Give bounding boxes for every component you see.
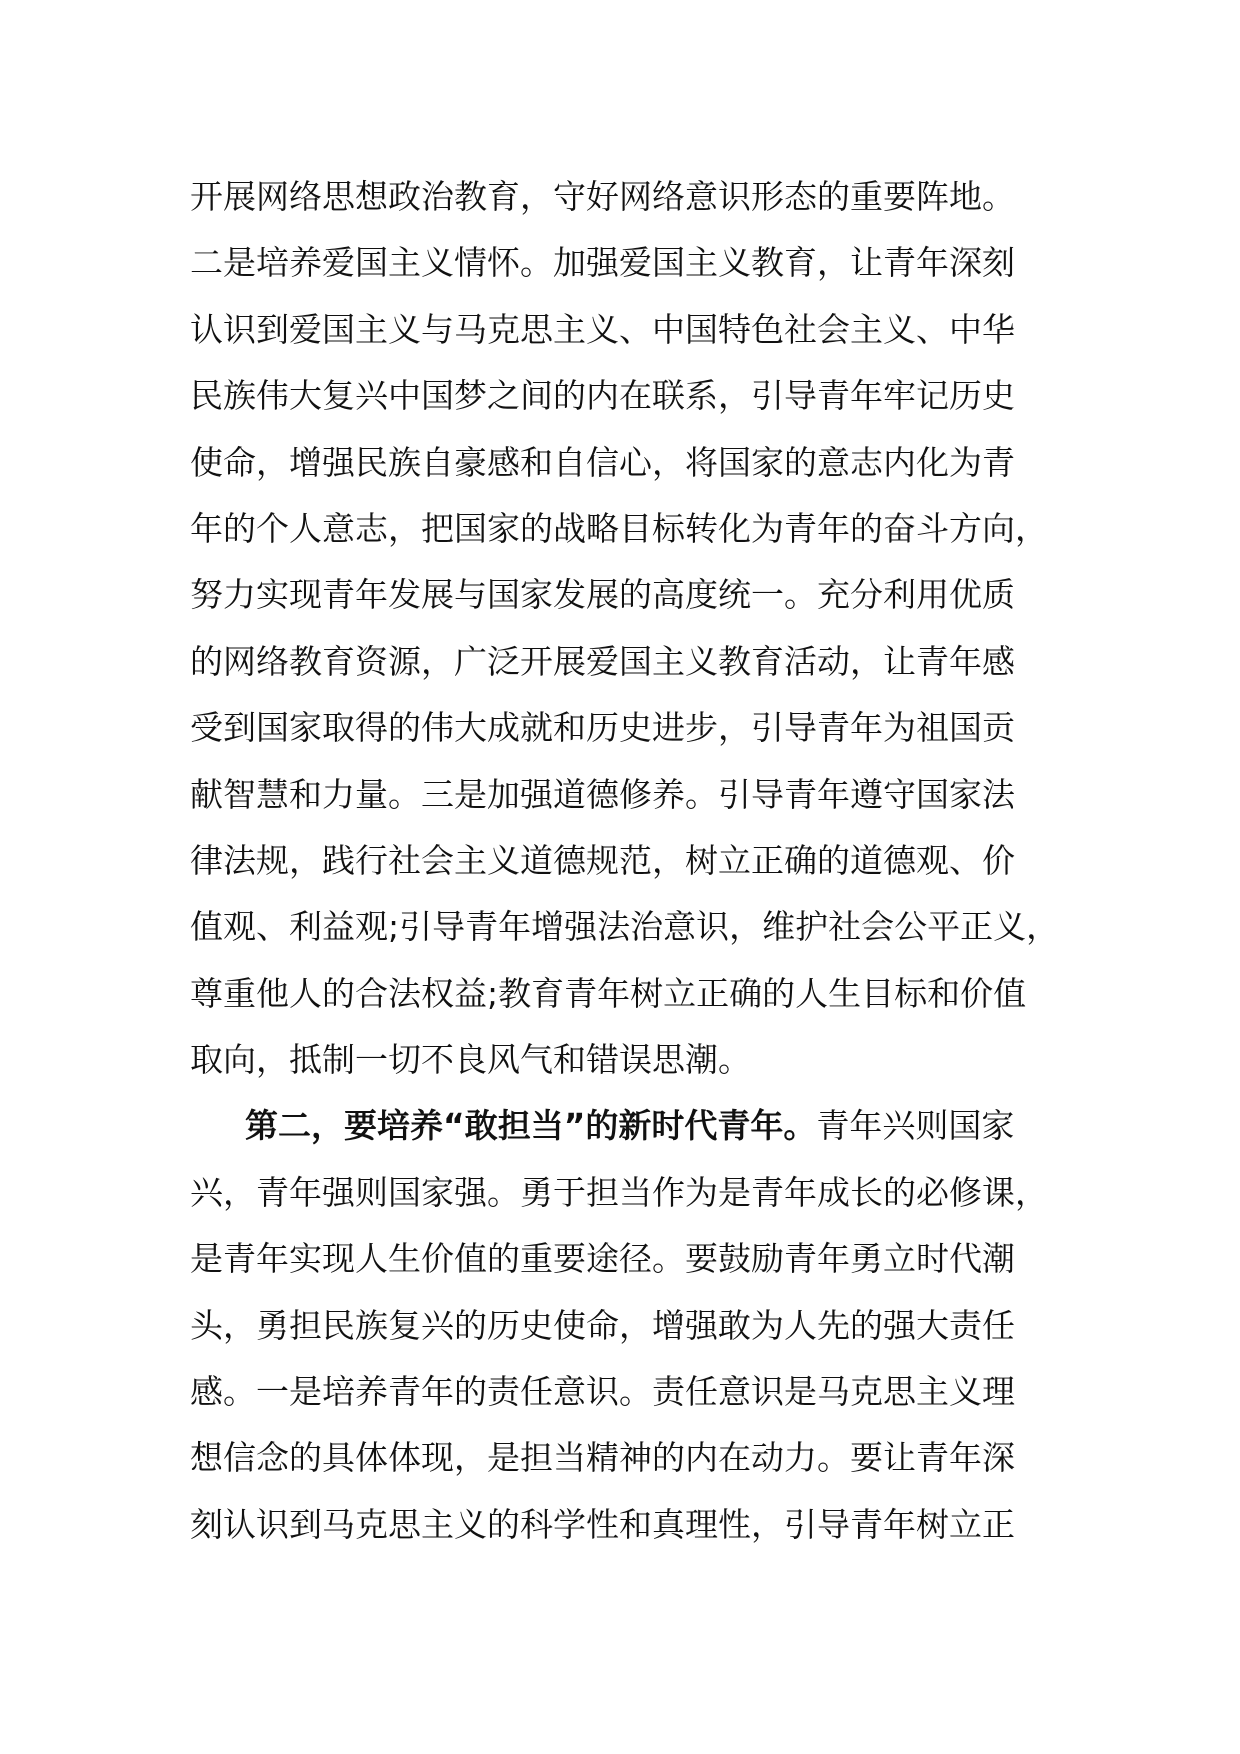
text-line: 值观、利益观;引导青年增强法治意识，维护社会公平正义，	[190, 907, 1060, 947]
section-heading-rest: 青年兴则国家	[816, 1106, 1015, 1146]
text-line: 努力实现青年发展与国家发展的高度统一。充分利用优质	[190, 575, 1015, 615]
text-line: 尊重他人的合法权益;教育青年树立正确的人生目标和价值	[190, 973, 1027, 1013]
text-line: 取向，抵制一切不良风气和错误思潮。	[190, 1040, 751, 1080]
text-line: 感。一是培养青年的责任意识。责任意识是马克思主义理	[190, 1372, 1015, 1412]
body-text	[190, 164, 1070, 1558]
text-line: 头，勇担民族复兴的历史使命，增强敢为人先的强大责任	[190, 1305, 1015, 1345]
text-line: 刻认识到马克思主义的科学性和真理性，引导青年树立正	[190, 1504, 1015, 1544]
text-line: 想信念的具体体现，是担当精神的内在动力。要让青年深	[190, 1438, 1015, 1478]
section-heading-line	[190, 1093, 1070, 1159]
text-line: 兴，青年强则国家强。勇于担当作为是青年成长的必修课，	[190, 1172, 1048, 1212]
text-line: 使命，增强民族自豪感和自信心，将国家的意志内化为青	[190, 442, 1015, 482]
text-line: 律法规，践行社会主义道德规范，树立正确的道德观、价	[190, 840, 1015, 880]
section-heading: 第二，要培养“敢担当”的新时代青年。	[245, 1106, 817, 1146]
text-line: 的网络教育资源，广泛开展爱国主义教育活动，让青年感	[190, 641, 1015, 681]
text-line: 二是培养爱国主义情怀。加强爱国主义教育，让青年深刻	[190, 243, 1015, 283]
text-line: 受到国家取得的伟大成就和历史进步，引导青年为祖国贡	[190, 708, 1015, 748]
text-line: 年的个人意志，把国家的战略目标转化为青年的奋斗方向，	[190, 508, 1048, 548]
text-line: 是青年实现人生价值的重要途径。要鼓励青年勇立时代潮	[190, 1239, 1015, 1279]
text-line: 献智慧和力量。三是加强道德修养。引导青年遵守国家法	[190, 774, 1015, 814]
text-line: 民族伟大复兴中国梦之间的内在联系，引导青年牢记历史	[190, 376, 1015, 416]
text-line: 认识到爱国主义与马克思主义、中国特色社会主义、中华	[190, 309, 1015, 349]
text-line: 开展网络思想政治教育，守好网络意识形态的重要阵地。	[190, 177, 1015, 216]
